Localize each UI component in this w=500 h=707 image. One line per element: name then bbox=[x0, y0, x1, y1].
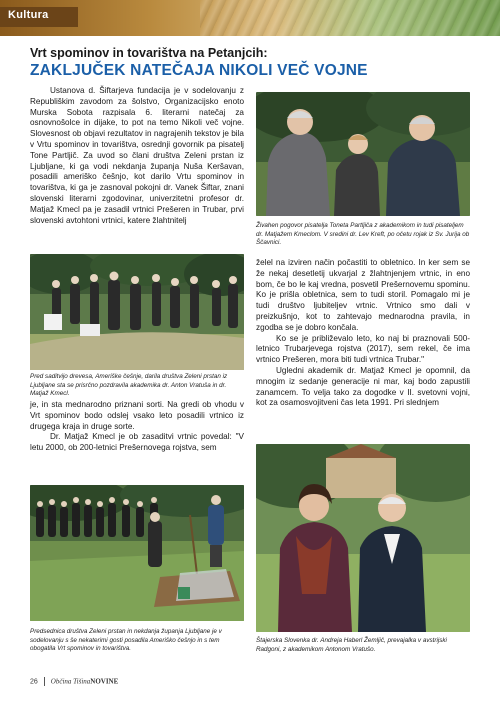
photo-ceremony-image bbox=[30, 254, 244, 370]
publication-name-prefix: Občina Tišina bbox=[50, 677, 91, 686]
photo-conversation-image bbox=[256, 92, 470, 216]
paragraph-kmecl-quote-continued: želel na izviren način počastiti to obletnico. In ker sem se že nekaj desetletij ukvarjal z žlahtnjenjem vrtnic, in eno bom, če bo le kaj vredna, posvetil Prešernovemu spominu. Ko je prišla obletnica, sem to tudi storil. Pomagalo mi je tudi društvo ljubiteljev vrtnic. Vrtnico smo dali v preizkušnjo, kot to zahtevajo mednarodna pravila, in zgodba se je dobro končala. bbox=[256, 258, 470, 332]
paragraph-generations: Ugledni akademik dr. Matjaž Kmecl je opomnil, da mnogim iz sedanje generacije ni mar, kaj bodo zapustili zanamcem. To velja tako za dogodke v II. svetovni vojni, kot za osamosvojitveni čas leta 1991. Pri slednjem bbox=[256, 365, 470, 408]
caption-photo-ceremony: Pred saditvijo drevesa, Ameriške češnje, darila društva Zeleni prstan iz Ljubljane sta se prisrčno pozdravila akademika dr. Anton Vratuša in dr. Matjaž Kmecl. bbox=[30, 373, 228, 398]
article-subtitle: Vrt spominov in tovarištva na Petanjcih: bbox=[30, 46, 268, 60]
publication-name bbox=[51, 677, 119, 685]
footer-separator bbox=[44, 677, 45, 686]
paragraph-trubar: Ko se je približevalo leto, ko naj bi praznovali 500-letnico Trubarjevega rojstva (2017), sem rekel, če ima vrtnico Prešeren, mora biti tudi vrtnica Trubar." bbox=[256, 333, 470, 365]
publication-name-suffix: NOVINE bbox=[90, 677, 119, 686]
caption-photo-portrait: Štajerska Slovenka dr. Andreja Haberl Žemljič, prevajalka v avstrijski Radgoni, z akademikom Antonom Vratušo. bbox=[256, 637, 447, 653]
paragraph-roses: je, in sta mednarodno priznani sorti. Na gredi ob vhodu v Vrt spominov bodo odslej vsako leto posadili vrtnico iz drugega kraja in druge sorte. bbox=[30, 400, 244, 431]
article-title: ZAKLJUČEK NATEČAJA NIKOLI VEČ VOJNE bbox=[30, 62, 368, 79]
column-2-text bbox=[256, 258, 470, 409]
caption-photo-planting: Predsednica društva Zeleni prstan in nekdanja županja Ljubljane je v sodelovanju s še nekaterimi gosti posadila Ameriško češnjo in s tem obogatila Vrt spominov in tovarištva. bbox=[30, 628, 222, 653]
photo-portrait-image bbox=[256, 444, 470, 632]
photo-portrait bbox=[256, 444, 470, 632]
photo-ceremony bbox=[30, 254, 244, 370]
photo-planting bbox=[30, 485, 244, 621]
column-1-text-a bbox=[30, 86, 244, 226]
photo-planting-image bbox=[30, 485, 244, 621]
header-decoration bbox=[200, 0, 500, 36]
page-footer bbox=[30, 677, 118, 686]
column-1-text-b bbox=[30, 400, 244, 454]
section-label: Kultura bbox=[8, 9, 49, 21]
page-number: 26 bbox=[30, 678, 38, 686]
paragraph-intro: Ustanova d. Šiftarjeva fundacija je v sodelovanju z Republiškim zavodom za šolstvo, Organizacijsko enoto Murska Sobota razpisala 6. literarni natečaj za osnovnošolce in dijake, to pot na temo Nikoli več vojne. Slovesnost ob objavi rezultatov in nagrajenih tekstov je bila v Vrtu spominov in tovarištva, osrednji govornik pa pisatelj Tone Partljič. Za uvod so člani društva Zeleni prstan iz Ljubljane, ki ga vodi nekdanja županja Nuša Keršavan, posadili ameriško češnjo, kot darilo Vrtu spominov in tovarištva, ki ga je zasnoval pokojni dr. Vanek Šiftar, znani slovenski literarni zgodovinar, univerzitetni profesor dr. Matjaž Kmecl pa je zasadil vrtnici Prešeren in Trubar, prvi slovenski avtohtoni vrtnici, katere žlahtnitelj bbox=[30, 86, 244, 225]
photo-conversation bbox=[256, 92, 470, 216]
caption-photo-conversation: Živahen pogovor pisatelja Toneta Partljiča z akademikom in tudi pisateljem dr. Matjažem Kmeclom. V sredini dr. Lev Kreft, po očetu rojak iz Sv. Jurija ob Ščavnici. bbox=[256, 222, 470, 247]
section-header bbox=[0, 0, 500, 36]
paragraph-kmecl-quote: Dr. Matjaž Kmecl je ob zasaditvi vrtnic povedal: "V letu 2000, ob 200-letnici Prešernovega rojstva, sem bbox=[30, 432, 244, 453]
